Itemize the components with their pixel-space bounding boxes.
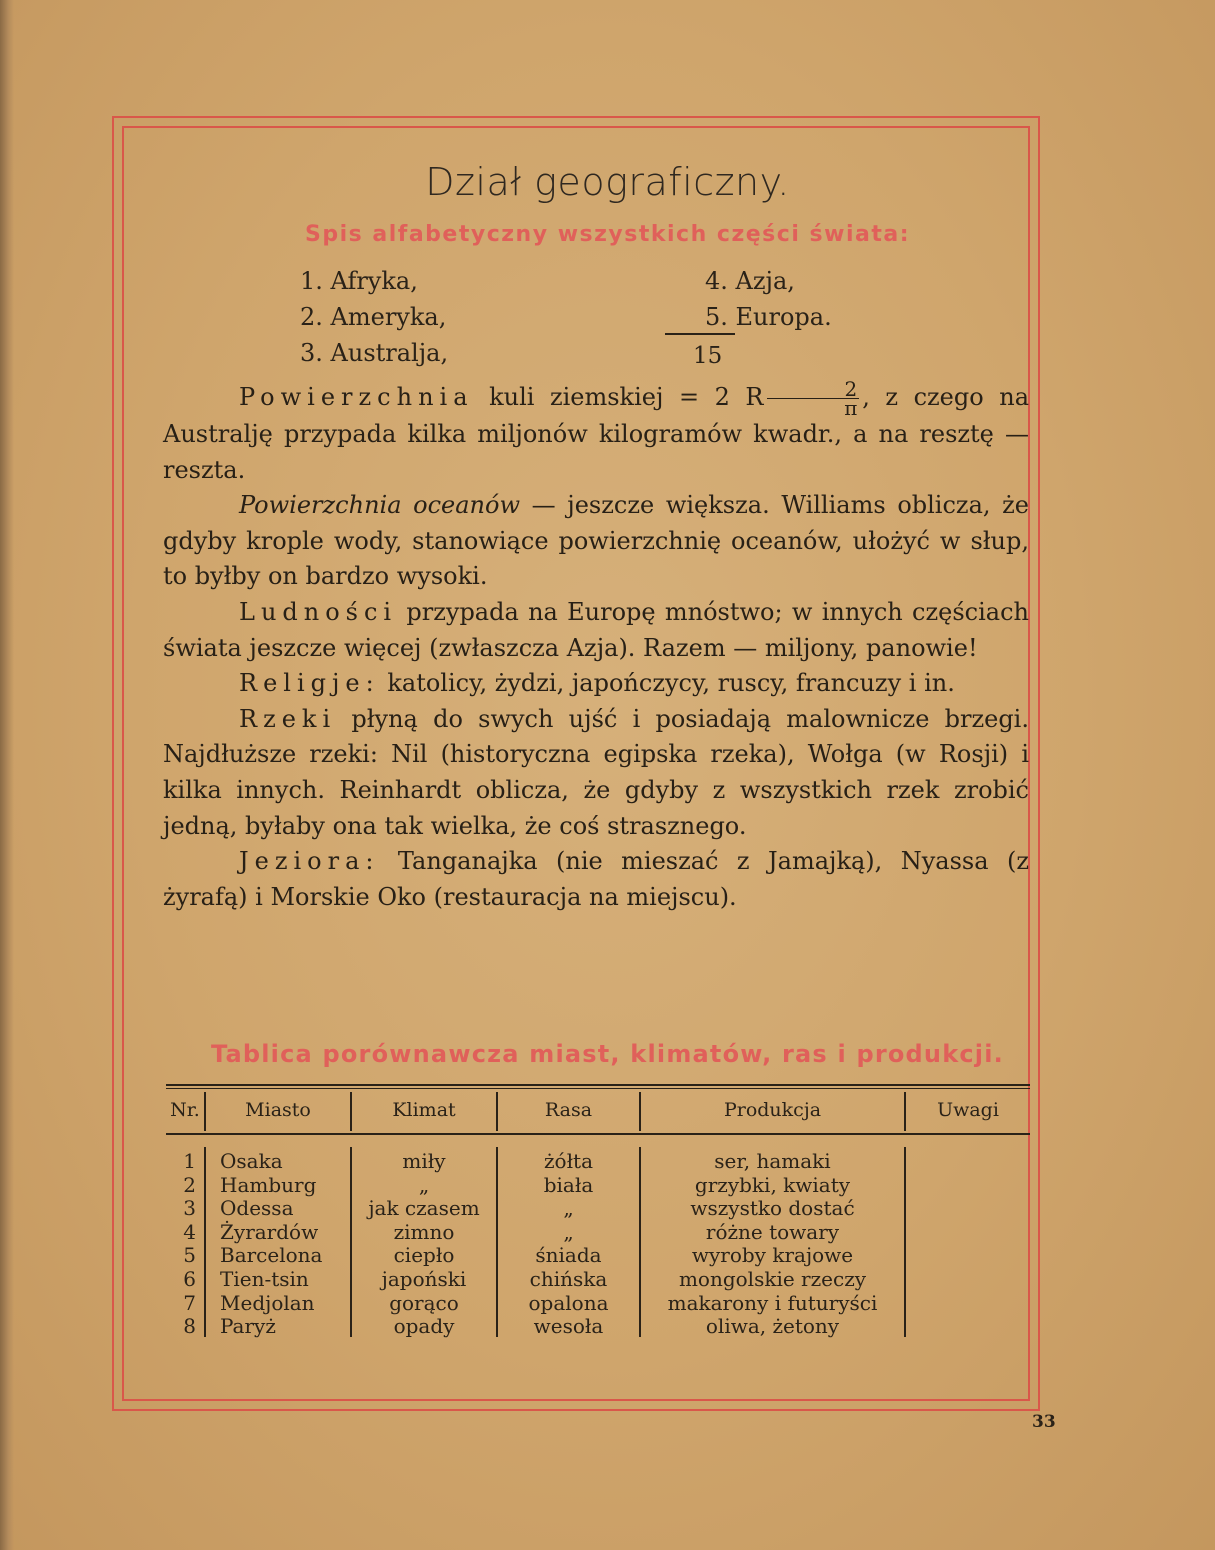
- cell-rasa: wesoła: [533, 1314, 604, 1339]
- paragraph-lakes: Jeziora: Tanganajka (nie mieszać z Jamajką), Nyassa (z żyrafą) i Morskie Oko (restauracja na miejscu).: [163, 847, 1029, 911]
- cell-rasa: opalona: [528, 1290, 609, 1315]
- cell-nr: 6: [183, 1267, 196, 1291]
- table-title: Tablica porównawcza miast, klimatów, ras i produkcji.: [211, 1040, 1004, 1068]
- paragraph-religions: Religje: katolicy, żydzi, japończycy, ruscy, francuzy i in.: [239, 669, 955, 698]
- cell-klimat: zimno: [393, 1219, 455, 1244]
- parts-list-left: [300, 263, 448, 371]
- cell-miasto: Paryż: [220, 1314, 276, 1339]
- cell-nr: 8: [183, 1314, 196, 1339]
- paragraph-population: Ludności przypada na Europę mnóstwo; w innych częściach świata jeszcze więcej (zwłaszcza Azja). Razem — miljony, panowie!: [163, 597, 1029, 662]
- cell-miasto: Tien-tsin: [220, 1267, 309, 1291]
- cell-rasa: „: [563, 1219, 574, 1244]
- cell-miasto: Odessa: [220, 1196, 294, 1221]
- table-top-rule-2: [166, 1088, 1030, 1089]
- cell-rasa: śniada: [535, 1243, 602, 1268]
- body-text: [163, 377, 1029, 915]
- cell-klimat: miły: [402, 1149, 446, 1173]
- list-item: 3. Australja,: [300, 339, 449, 367]
- table-divider: [204, 1147, 206, 1337]
- list-item: 5. Europa.: [705, 303, 832, 331]
- parts-list-right: [705, 263, 832, 335]
- cell-rasa: biała: [543, 1172, 594, 1197]
- cell-nr: 1: [183, 1149, 196, 1173]
- header-produkcja: Produkcja: [723, 1099, 822, 1121]
- cell-rasa: żółta: [543, 1149, 594, 1173]
- cell-produkcja: różne towary: [705, 1219, 840, 1244]
- section-subtitle: Spis alfabetyczny wszystkich części świata:: [304, 222, 910, 247]
- cell-produkcja: mongolskie rzeczy: [678, 1267, 867, 1291]
- table-top-rule: [166, 1084, 1030, 1086]
- cell-produkcja: grzybki, kwiaty: [694, 1172, 851, 1197]
- table-divider: [904, 1147, 906, 1337]
- cell-rasa: chińska: [529, 1267, 608, 1291]
- cell-produkcja: oliwa, żetony: [705, 1314, 840, 1339]
- list-item: 2. Ameryka,: [300, 303, 447, 331]
- cell-nr: 7: [183, 1290, 196, 1315]
- cell-miasto: Medjolan: [220, 1290, 315, 1315]
- cell-klimat: „: [418, 1172, 430, 1197]
- cell-produkcja: ser, hamaki: [714, 1149, 831, 1173]
- paragraph-oceans: Powierzchnia oceanów — jeszcze większa. Williams oblicza, że gdyby krople wody, stanowiące powierzchnię oceanów, ułożyć w słup, to byłby on bardzo wysoki.: [163, 491, 1029, 591]
- parts-sum: 15: [693, 343, 723, 369]
- header-klimat: Klimat: [392, 1099, 456, 1121]
- cell-nr: 2: [183, 1172, 196, 1197]
- fraction: $\frac{2}{\pi}$: [767, 380, 860, 417]
- cell-klimat: japoński: [381, 1267, 467, 1291]
- sum-rule: [665, 333, 735, 335]
- cell-nr: 3: [183, 1196, 196, 1221]
- cell-produkcja: wszystko dostać: [690, 1196, 855, 1221]
- cell-klimat: ciepło: [393, 1243, 455, 1268]
- list-item: 4. Azja,: [705, 267, 795, 295]
- cell-rasa: „: [563, 1196, 574, 1221]
- page-number: 33: [1032, 1412, 1056, 1432]
- paragraph-surface: Powierzchnia kuli ziemskiej = 2 R $\frac{2}{\pi}$ , z czego na Australję przypada kilka miljonów kilogramów kwadr., a na resztę — reszta.: [163, 377, 1029, 484]
- header-rasa: Rasa: [544, 1099, 593, 1121]
- cell-nr: 4: [183, 1219, 196, 1244]
- header-nr: Nr.: [170, 1099, 200, 1121]
- cell-miasto: Żyrardów: [220, 1219, 319, 1244]
- paragraph-rivers: Rzeki płyną do swych ujść i posiadają malownicze brzegi. Najdłuższe rzeki: Nil (historyczna egipska rzeka), Wołga (w Rosji) i kilka innych. Reinhardt oblicza, że gdyby z wszystkich rzek zrobić jedną, byłaby ona tak wielka, że coś strasznego.: [163, 704, 1029, 840]
- table-header-rule: [166, 1133, 1030, 1135]
- cell-miasto: Hamburg: [220, 1172, 317, 1197]
- page-title: Dział geograficzny.: [425, 160, 790, 204]
- cell-produkcja: wyroby krajowe: [691, 1243, 854, 1268]
- header-miasto: Miasto: [245, 1099, 311, 1121]
- cell-klimat: gorąco: [389, 1290, 459, 1315]
- cell-miasto: Osaka: [220, 1149, 283, 1173]
- cell-klimat: opady: [393, 1314, 455, 1339]
- cell-nr: 5: [183, 1243, 196, 1268]
- list-item: 1. Afryka,: [300, 267, 418, 295]
- header-uwagi: Uwagi: [937, 1099, 999, 1121]
- cell-produkcja: makarony i futuryści: [667, 1290, 878, 1315]
- cell-klimat: jak czasem: [368, 1196, 480, 1221]
- cell-miasto: Barcelona: [220, 1243, 323, 1268]
